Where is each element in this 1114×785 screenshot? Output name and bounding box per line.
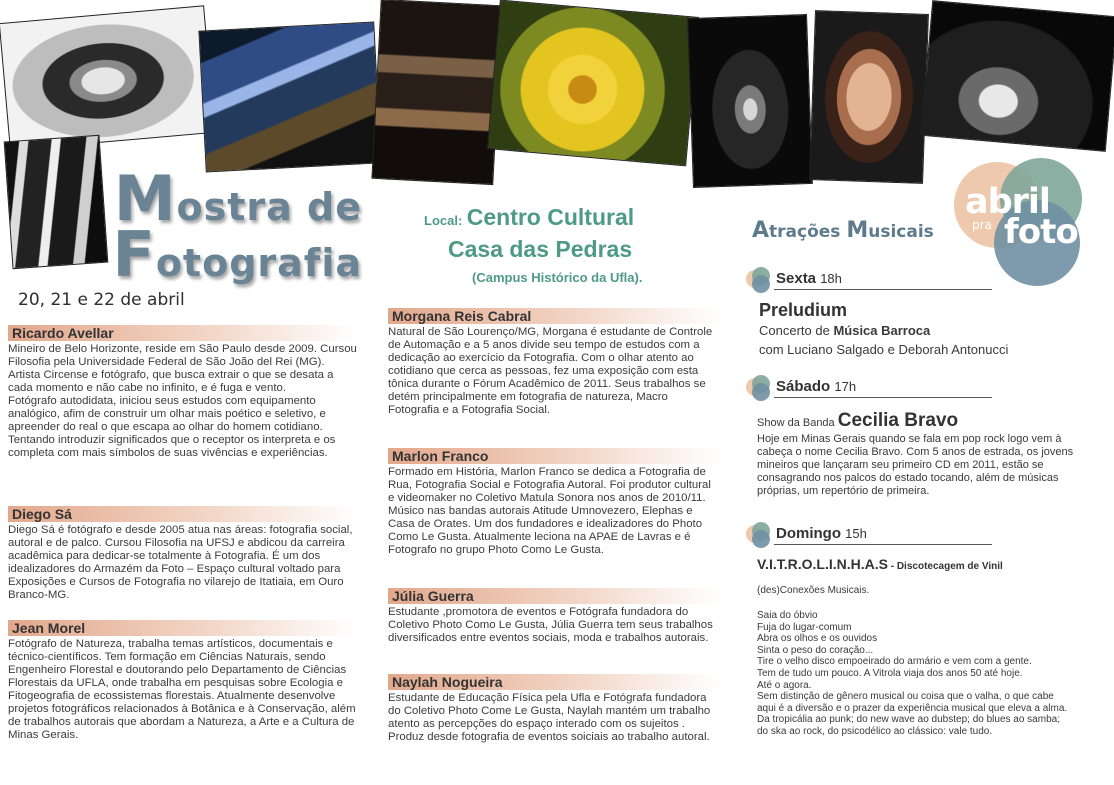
lyric-line: Até o agora. [757,679,812,691]
bubble-icon [752,530,770,548]
lyric-line: Fuja do lugar-comum [757,621,852,633]
bio-text: Fotógrafo de Natureza, trabalha temas artísticos, documentais e técnico-científicos. Tem formação em Ciências Naturais, sendo Engenheiro Florestal e doutorando pelo Departamento de Ciências Florestais da UFLA, onde trabalha em pesquisas sobre Ecologia e Fitogeografia de ecossistemas florestais. Atualmente desenvolve projetos fotográficos relacionados à Botânica e à Conservação, além de trabalhos autorais que abordam a Natureza, a Arte e a Cultura de Minas Gerais. [8,638,356,741]
bio-text: Diego Sá é fotógrafo e desde 2005 atua nas áreas: fotografia social, autoral e de palco. Cursou Filosofia na UFSJ e abdicou da carreira acadêmica para dedicar-se totalmente à Fotografia. É um dos idealizadores do Armazém da Foto – Espaço cultural voltado para Exposições e Cursos de Fotografia no vilarejo de Itatiaia, em Ouro Branco-MG. [8,524,353,601]
lyric-line: do ska ao rock, do psicodélico ao clássico: vale tudo. [757,725,993,737]
venue-label: Local: [424,213,463,228]
venue-line-1: Centro Cultural [466,204,635,230]
photo-car [198,21,381,172]
bio-ricardo [8,325,358,460]
photo-girl [809,10,929,184]
day-time: 15h [845,526,867,541]
photo-stage [371,0,502,185]
bio-jean [8,620,358,742]
photo-window [4,135,109,269]
bio-marlon [388,448,720,557]
venue [424,204,684,285]
bubble-icon [752,383,770,401]
lyric-line: Abra os olhos e os ouvidos [757,633,878,645]
event-title-vitrolinhas: V.I.T.R.O.L.I.N.H.A.S - Discotecagem de Vinil [757,556,1003,572]
photo-writer [920,0,1114,152]
lyric-line: Da tropicália ao punk; do new wave ao dubstep; do blues ao samba; [757,714,1060,726]
lyric-line: aqui é a diversão e o prazer da experiência musical que eleva a alma. [757,702,1068,714]
event-description-sabado: Hoje em Minas Gerais quando se fala em pop rock logo vem à cabeça o nome Cecilia Bravo. Com 5 anos de estrada, os jovens mineiros que lançaram seu primeiro CD em 2011, estão se consagrando nos palcos do estado tocando, além de músicas próprias, um repertório de primeira. [757,433,1074,497]
event-lines [757,610,1102,738]
divider [774,397,992,398]
title-initial-f: F [112,218,156,291]
event-intro: (des)Conexões Musicais. [757,585,870,596]
bio-name: Jean Morel [8,620,358,636]
title-rest-1: ostra de [176,185,362,229]
day-time: 17h [834,379,857,394]
bio-text: Mineiro de Belo Horizonte, reside em São Paulo desde 2009. Cursou Filosofia pela Universidade Federal de São João del Rei (MG). Artista Circense e fotógrafo, que busca extrair o que se desata a cada momento e não cabe no infinito, e é fuga e vento. Fotógrafo autodidata, iniciou seus estudos com equipamento analógico, afim de construir um olhar mais poético e seletivo, e apreender do real o que escapa ao olhar do homem cotidiano. Tentando introduzir significados que o receptor os interpreta e os completa com mais símbolos de suas vivências e experiências. [8,343,357,459]
bio-text: Formado em História, Marlon Franco se dedica a Fotografia de Rua, Fotografia Social e Fotografia Autoral. Foi produtor cultural e videomaker no Coletivo Matula Sonora nos anos de 2010/11. Músico nas bandas autorais Atitude Umnovezero, Elephas e Casa de Orates. Um dos fundadores e idealizadores do Photo Como Le Gusta. Atualmente leciona na APAE de Lavras e é Fotografo no grupo Photo Como Le Gusta. [388,466,711,556]
bio-morgana [388,308,720,417]
event-line-2: com Luciano Salgado e Deborah Antonucci [759,342,1009,357]
photo-clown [0,5,215,150]
title-rest-2: otografia [155,241,362,285]
bio-name: Naylah Nogueira [388,674,720,690]
bio-name: Diego Sá [8,506,358,522]
day-name: Sábado [776,378,831,395]
event-show-line: Show da Banda Cecilia Bravo [757,410,959,431]
bio-naylah [388,674,720,744]
bio-name: Marlon Franco [388,448,720,464]
bio-julia [388,588,720,645]
day-name: Sexta [776,270,817,287]
bio-name: Ricardo Avellar [8,325,358,341]
bio-name: Júlia Guerra [388,588,720,604]
lyric-line: Saia do óbvio [757,610,818,621]
photo-flower [487,0,699,166]
bio-diego [8,506,358,602]
photo-church [687,14,813,188]
lyric-line: Sem distinção de gênero musical ou coisa que o valha, o que cabe [757,691,1054,703]
day-name: Domingo [776,525,841,542]
logo-abril: abril [965,182,1050,222]
venue-line-2: Casa das Pedras [448,236,633,262]
title-initial-m: M [113,162,177,235]
logo-foto: foto [1004,212,1078,252]
bio-text: Estudante ,promotora de eventos e Fotógrafa fundadora do Coletivo Photo Como Le Gusta, Júlia Guerra tem seus trabalhos diversificados entre eventos sociais, moda e trabalhos autorais. [388,606,713,644]
lyric-line: Tire o velho disco empoeirado do armário e vem com a gente. [757,656,1032,668]
bio-name: Morgana Reis Cabral [388,308,720,324]
day-time: 18h [820,271,842,286]
divider [774,544,992,545]
attractions-heading: Atrações Musicais [752,218,934,243]
band-name: Cecilia Bravo [837,410,959,431]
main-title [112,162,362,291]
event-title-preludium: Preludium [759,300,848,320]
venue-line-3: (Campus Histórico da Ufla). [472,270,643,285]
divider [774,289,992,290]
bio-text: Estudante de Educação Física pela Ufla e Fotógrafa fundadora do Coletivo Photo Come Le Gusta, Naylah mantém um trabalho atento as percepções do espaço interado com os sujeitos . Produz desde fotografia de eventos soiciais ao trabalho autoral. [388,692,711,743]
bio-text: Natural de São Lourenço/MG, Morgana é estudante de Controle de Automação e a 5 anos divide seu tempo de estudos com a dedicação ao exercício da Fotografia. Com o olhar atento ao cotidiano que cerca as pessoas, fez uma exposição com esta tônica durante o Fórum Acadêmico de 2011. Seus trabalhos se detém principalmente em fotografia de natureza, Macro Fotografia e a Fotografia Social. [388,326,713,416]
event-line-1: Concerto de Música Barroca [759,323,931,338]
lyric-line: Tem de tudo um pouco. A Vitrola viaja dos anos 50 até hoje. [757,667,1023,679]
logo-pra: pra [972,218,992,232]
event-dates: 20, 21 e 22 de abril [18,290,185,310]
lyric-line: Sinta o peso do coração... [757,644,874,656]
bubble-icon [752,275,770,293]
